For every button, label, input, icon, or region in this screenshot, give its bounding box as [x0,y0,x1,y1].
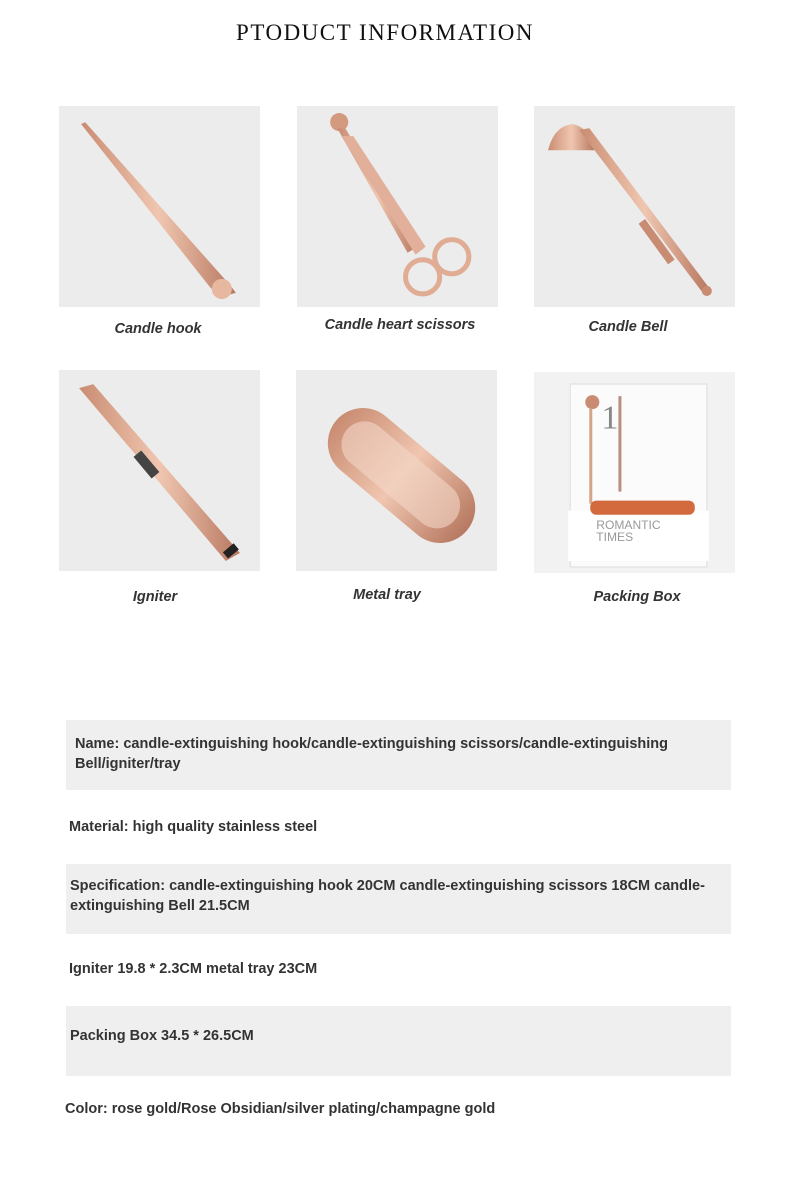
box-text-1: ROMANTIC [596,517,661,532]
packing-box-image [534,372,735,573]
box-number: 1 [601,399,619,437]
info-color: Color: rose gold/Rose Obsidian/silver plating/champagne gold [65,1101,496,1117]
info-packing-box: Packing Box 34.5 * 26.5CM [66,1006,731,1076]
product-label: Packing Box [593,589,681,605]
box-text-2: TIMES [596,529,634,544]
igniter-image [59,370,260,571]
candle-bell-image [534,106,735,307]
product-label: Metal tray [353,587,421,603]
metal-tray-image [296,370,497,571]
candle-scissors-image [297,106,498,307]
product-label: Candle Bell [588,319,668,335]
product-label: Candle heart scissors [324,317,476,333]
product-label: Candle hook [114,321,202,337]
candle-hook-image [59,106,260,307]
info-name: Name: candle-extinguishing hook/candle-extinguishing scissors/candle-extinguishing Bell/igniter/tray [66,720,731,790]
product-label: Igniter [132,589,178,605]
info-material: Material: high quality stainless steel [69,819,318,835]
info-specification: Specification: candle-extinguishing hook 20CM candle-extinguishing scissors 18CM candle-extinguishing Bell 21.5CM [66,864,731,934]
page-title: PTODUCT INFORMATION [236,20,534,45]
info-igniter-tray: Igniter 19.8 * 2.3CM metal tray 23CM [69,961,318,977]
